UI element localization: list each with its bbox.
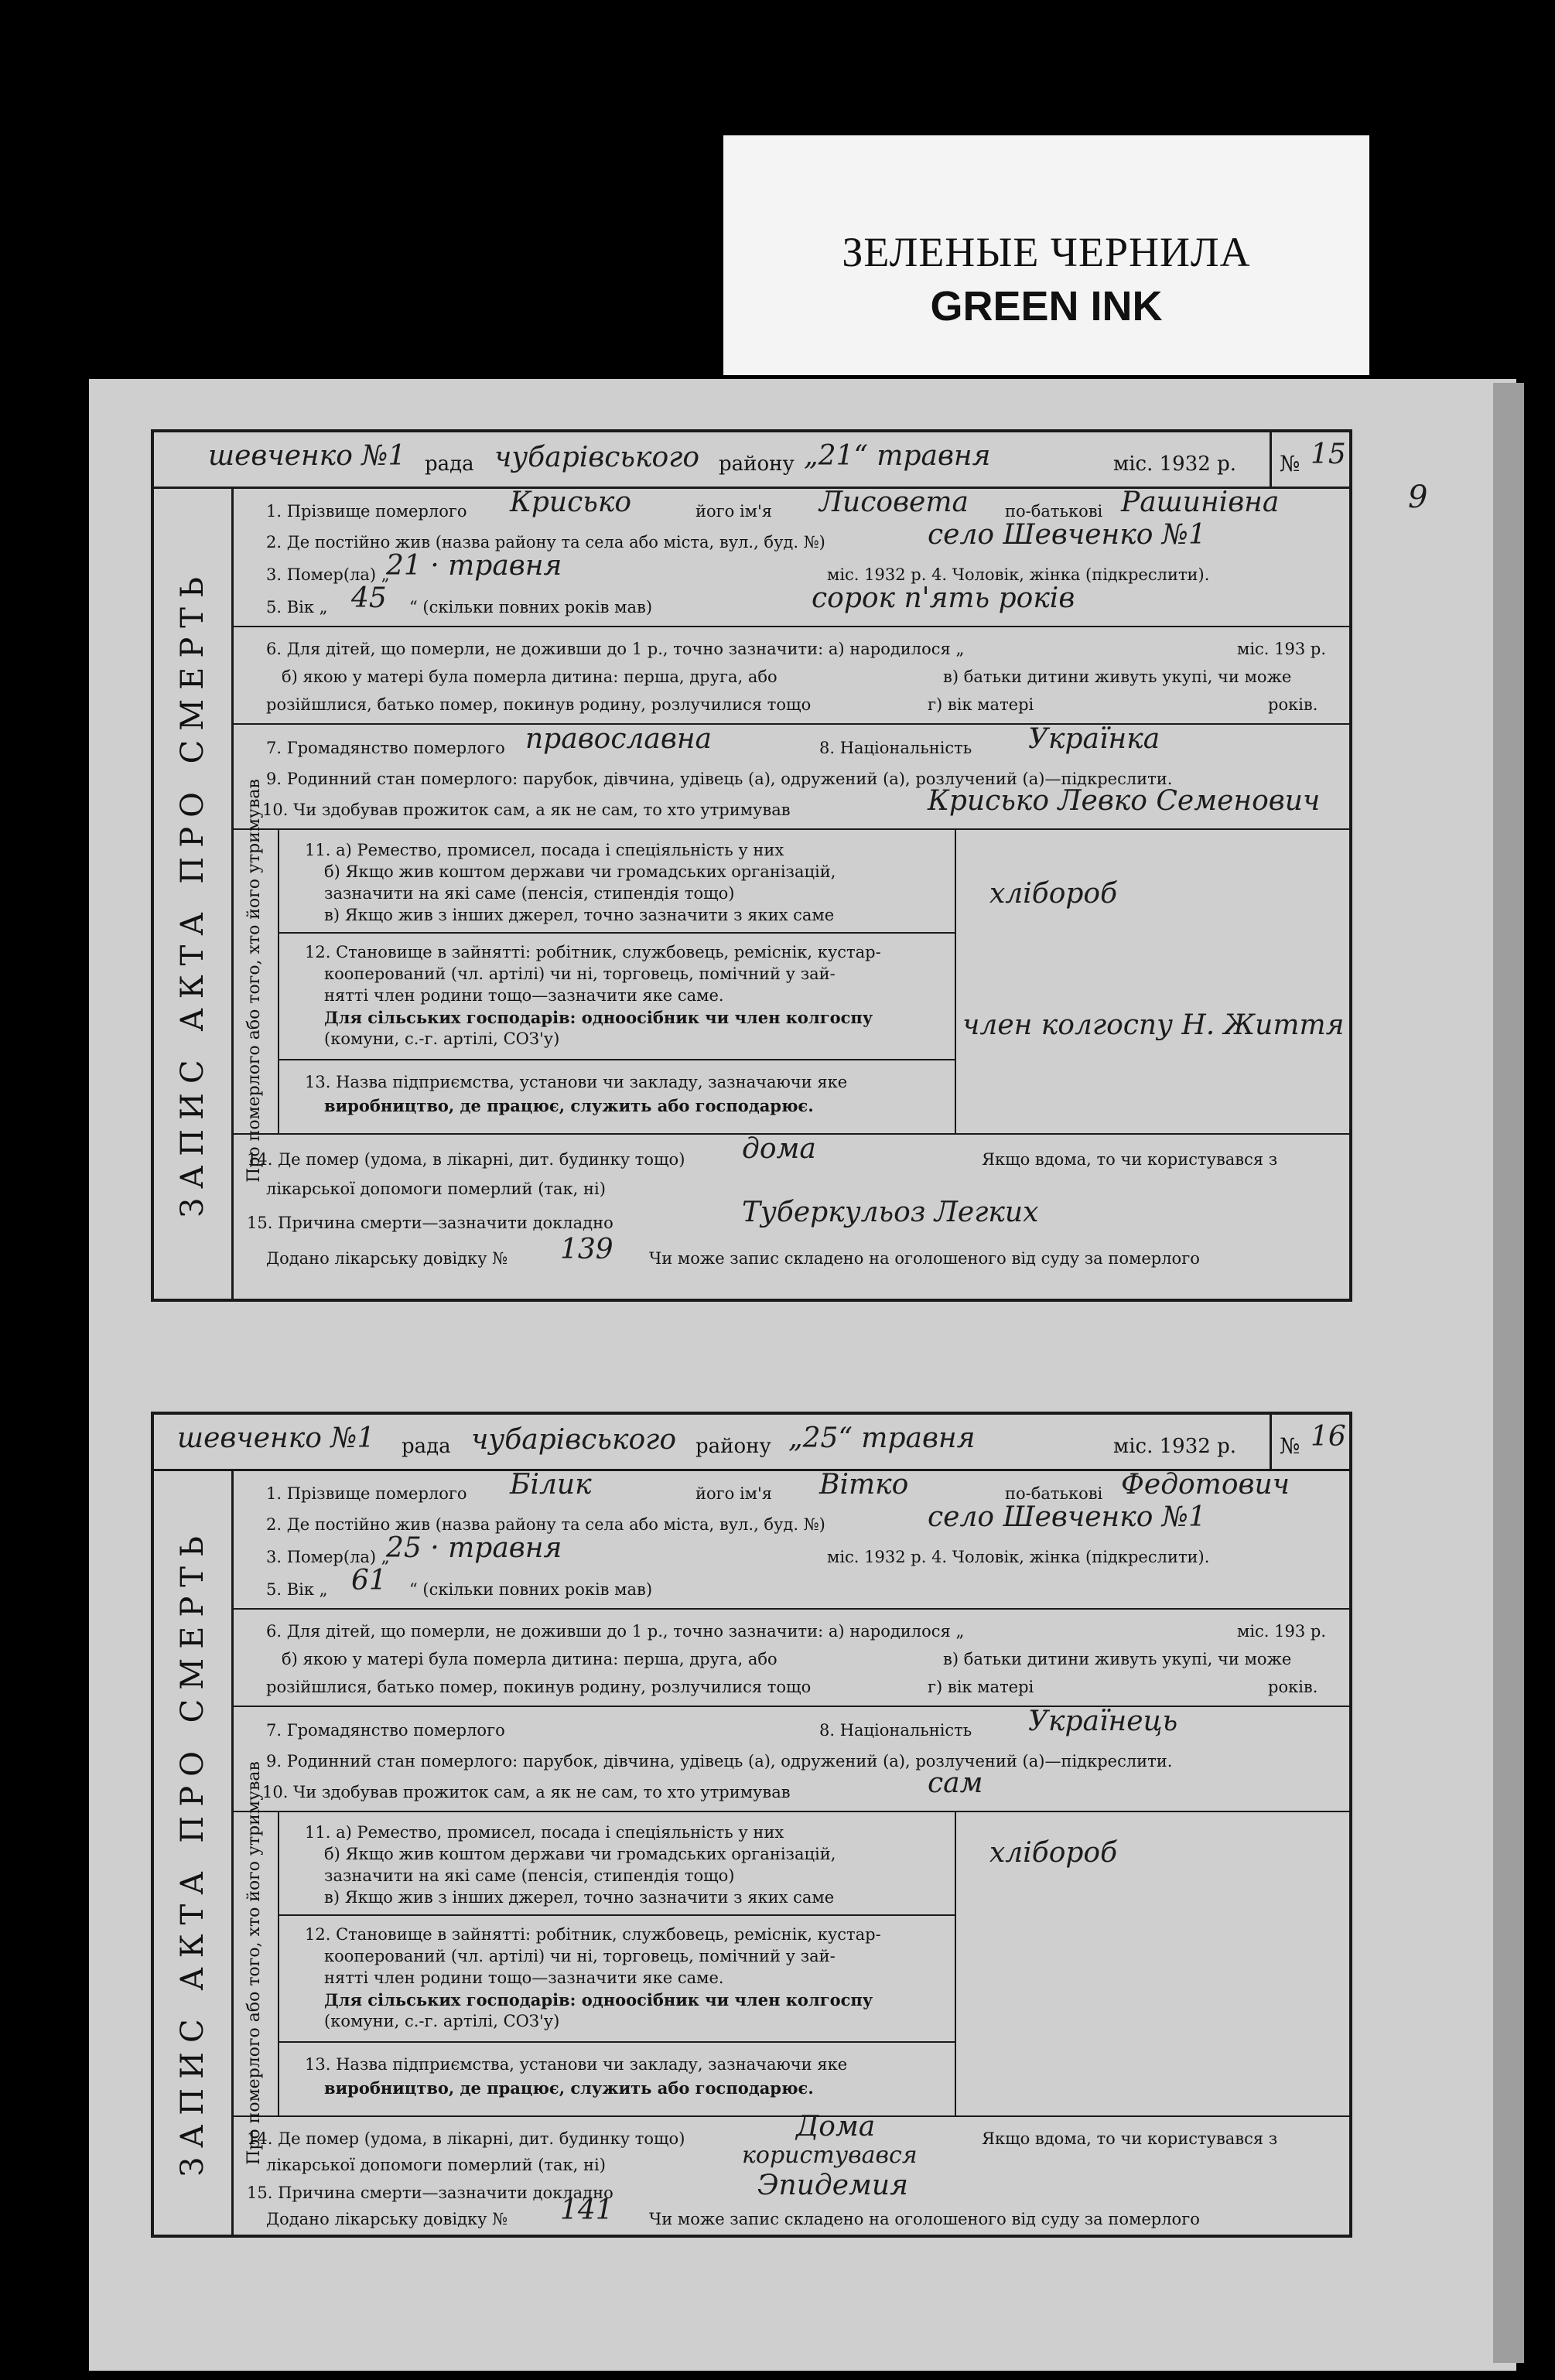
status-label-b: кооперований (чл. артілі) чи ні, торговець, помічний у зай- <box>324 1947 836 1965</box>
record-number-box <box>1270 1415 1349 1469</box>
status-label-d: Для сільських господарів: одноосібник чи член колгоспу <box>324 1990 873 2010</box>
age-words-value: сорок п'ять років <box>812 582 1075 614</box>
death-date-value: 21 · травня <box>386 550 562 582</box>
cause-label: 15. Причина смерти—зазначити докладно <box>247 2184 613 2202</box>
district-name: чубарівського <box>494 442 700 473</box>
status-label-c: нятті член родини тощо—зазначити яке саме. <box>324 1969 724 1987</box>
supporter-value: Крисько Левко Семенович <box>928 785 1321 817</box>
child-order-label: б) якою у матері була померла дитина: перша, друга, або <box>282 1650 778 1668</box>
mother-age-label: г) вік матері <box>928 695 1034 714</box>
status-label-a: 12. Становище в зайнятті: робітник, службовець, реміснік, кустар- <box>305 1925 881 1944</box>
supporter-value: сам <box>928 1767 983 1799</box>
patronymic-value: Рашинівна <box>1121 487 1280 518</box>
number-sign: № <box>1280 451 1300 476</box>
supporter-label: 10. Чи здобував прожиток сам, а як не сам, то хто утримував <box>262 801 791 819</box>
number-sign: № <box>1280 1433 1300 1459</box>
citizenship-value: православна <box>525 723 712 755</box>
cause-value: Эпидемия <box>757 2170 908 2201</box>
gender-label: міс. 1932 р. 4. Чоловік, жінка (підкреслити). <box>827 1548 1210 1566</box>
label-english: GREEN INK <box>930 283 1163 330</box>
certificate-label: Додано лікарську довідку № <box>266 1249 508 1268</box>
raion-label: району <box>695 1435 771 1458</box>
workplace-label-b: виробництво, де працює, служить або господарює. <box>324 1096 814 1115</box>
marital-label: 9. Родинний стан померлого: парубок, дівчина, удівець (а), одружений (а), розлучений (а)—підкреслити. <box>266 770 1173 788</box>
occupation-label-a: 11. а) Ремество, промисел, посада і спеціяльність у них <box>305 841 784 859</box>
label-russian: ЗЕЛЕНЫЕ ЧЕРНИЛА <box>842 229 1251 275</box>
death-date-label: 3. Помер(ла) „ <box>266 565 390 584</box>
years-label: років. <box>1268 695 1318 714</box>
occupation-label-b: б) Якщо жив коштом держави чи громадських організацій, <box>324 862 836 881</box>
record-header <box>154 1415 1349 1471</box>
patronymic-value: Федотович <box>1121 1469 1290 1501</box>
death-place-label: 14. Де помер (удома, в лікарні, дит. будинку тощо) <box>247 2129 685 2148</box>
status-label-e: (комуни, с.-г. артілі, СОЗ'у) <box>324 2012 560 2030</box>
nationality-label: 8. Національність <box>819 1721 972 1740</box>
nationality-value: Українка <box>1028 723 1160 755</box>
court-label: Чи може запис складено на оголошеного від суду за померлого <box>649 2210 1200 2228</box>
occupation-label-d: в) Якщо жив з інших джерел, точно зазначити з яких саме <box>324 1888 835 1907</box>
rada-label: рада <box>402 1435 451 1458</box>
patronymic-label: по-батькові <box>1005 502 1103 521</box>
parents-label: в) батьки дитини живуть укупі, чи може <box>943 668 1292 686</box>
infant-label: 6. Для дітей, що померли, не доживши до 1 р., точно зазначити: а) народилося „ <box>266 1622 965 1641</box>
years-label: років. <box>1268 1678 1318 1696</box>
name-label: його ім'я <box>695 502 773 521</box>
status-label-d: Для сільських господарів: одноосібник чи член колгоспу <box>324 1008 873 1027</box>
medical-help-label-2: лікарської допомоги померлий (так, ні) <box>266 2156 606 2174</box>
status-label-a: 12. Становище в зайнятті: робітник, службовець, реміснік, кустар- <box>305 943 881 961</box>
record-header <box>154 432 1349 489</box>
parents-status-label: розійшлися, батько помер, покинув родину, розлучилися тощо <box>266 695 812 714</box>
medical-help-label-2: лікарської допомоги померлий (так, ні) <box>266 1180 606 1198</box>
infant-month-label: міс. 193 р. <box>1237 640 1327 658</box>
supporter-label: 10. Чи здобував прожиток сам, а як не сам, то хто утримував <box>262 1783 791 1801</box>
month-year-label: міс. 1932 р. <box>1113 1435 1236 1458</box>
surname-value: Крисько <box>510 487 632 518</box>
mother-age-label: г) вік матері <box>928 1678 1034 1696</box>
green-ink-label <box>723 135 1369 375</box>
record-date: „25“ травня <box>788 1422 976 1454</box>
occupation-label-c: зазначити на які саме (пенсія, стипендія тощо) <box>324 884 735 903</box>
age-hint: “ (скільки повних років мав) <box>409 598 653 616</box>
residence-value: село Шевченко №1 <box>928 1501 1206 1533</box>
record-number-box <box>1270 432 1349 487</box>
district-name: чубарівського <box>471 1424 677 1456</box>
name-value: Вітко <box>819 1469 909 1501</box>
record-side-title: ЗАПИС АКТА ПРО СМЕРТЬ <box>154 487 234 1299</box>
surname-label: 1. Прізвище померлого <box>266 502 467 521</box>
death-place-value: Дома <box>796 2111 876 2143</box>
workplace-label-a: 13. Назва підприємства, установи чи закладу, зазначаючи яке <box>305 1073 848 1091</box>
citizenship-label: 7. Громадянство померлого <box>266 739 505 757</box>
status-value: член колгоспу Н. Життя <box>962 1009 1345 1041</box>
occupation-label-a: 11. а) Ремество, промисел, посада і спеціяльність у них <box>305 1823 784 1842</box>
village-name: шевченко №1 <box>208 440 406 472</box>
status-label-b: кооперований (чл. артілі) чи ні, торговець, помічний у зай- <box>324 965 836 983</box>
nationality-value: Українець <box>1028 1706 1178 1737</box>
death-date-value: 25 · травня <box>386 1532 562 1564</box>
parents-status-label: розійшлися, батько помер, покинув родину, розлучилися тощо <box>266 1678 812 1696</box>
citizenship-label: 7. Громадянство померлого <box>266 1721 505 1740</box>
raion-label: району <box>719 452 795 476</box>
sub-side-title: Про померлого або того, хто його утримував <box>231 828 279 1133</box>
month-year-label: міс. 1932 р. <box>1113 452 1236 476</box>
rada-label: рада <box>425 452 474 476</box>
infant-label: 6. Для дітей, що померли, не доживши до 1 р., точно зазначити: а) народилося „ <box>266 640 965 658</box>
age-label: 5. Вік „ <box>266 1580 328 1599</box>
status-label-c: нятті член родини тощо—зазначити яке саме. <box>324 986 724 1005</box>
cause-value: Туберкульоз Легких <box>742 1197 1039 1228</box>
record-number: 16 <box>1311 1421 1346 1453</box>
name-value: Лисовета <box>819 487 969 518</box>
sub-side-title: Про померлого або того, хто його утримував <box>231 1811 279 2115</box>
death-place-label: 14. Де помер (удома, в лікарні, дит. будинку тощо) <box>247 1150 685 1169</box>
sheet-edge <box>1493 383 1524 2363</box>
death-place-value: дома <box>742 1133 816 1165</box>
workplace-label-a: 13. Назва підприємства, установи чи закладу, зазначаючи яке <box>305 2055 848 2074</box>
status-label-e: (комуни, с.-г. артілі, СОЗ'у) <box>324 1030 560 1048</box>
gender-label: міс. 1932 р. 4. Чоловік, жінка (підкреслити). <box>827 565 1210 584</box>
marital-label: 9. Родинний стан померлого: парубок, дівчина, удівець (а), одружений (а), розлучений (а)—підкреслити. <box>266 1752 1173 1770</box>
name-label: його ім'я <box>695 1484 773 1503</box>
infant-month-label: міс. 193 р. <box>1237 1622 1327 1641</box>
occupation-label-c: зазначити на які саме (пенсія, стипендія тощо) <box>324 1866 735 1885</box>
death-record-1 <box>151 429 1352 1302</box>
residence-value: село Шевченко №1 <box>928 519 1206 551</box>
occupation-label-b: б) Якщо жив коштом держави чи громадських організацій, <box>324 1845 836 1863</box>
cause-label: 15. Причина смерти—зазначити докладно <box>247 1214 613 1232</box>
age-label: 5. Вік „ <box>266 598 328 616</box>
occupation-value: хлібороб <box>989 1837 1118 1869</box>
medical-help-label: Якщо вдома, то чи користувався з <box>982 1150 1278 1169</box>
certificate-label: Додано лікарську довідку № <box>266 2210 508 2228</box>
court-label: Чи може запис складено на оголошеного від суду за померлого <box>649 1249 1200 1268</box>
nationality-label: 8. Національність <box>819 739 972 757</box>
patronymic-label: по-батькові <box>1005 1484 1103 1503</box>
margin-mark: 9 <box>1408 480 1428 515</box>
surname-value: Білик <box>510 1469 592 1501</box>
age-value: 61 <box>351 1565 387 1596</box>
certificate-value: 141 <box>560 2194 613 2226</box>
parents-label: в) батьки дитини живуть укупі, чи може <box>943 1650 1292 1668</box>
residence-label: 2. Де постійно жив (назва району та села або міста, вул., буд. №) <box>266 1515 825 1534</box>
medical-help-label: Якщо вдома, то чи користувався з <box>982 2129 1278 2148</box>
age-value: 45 <box>351 582 387 614</box>
certificate-value: 139 <box>560 1234 613 1265</box>
death-date-label: 3. Помер(ла) „ <box>266 1548 390 1566</box>
residence-label: 2. Де постійно жив (назва району та села або міста, вул., буд. №) <box>266 533 825 551</box>
occupation-label-d: в) Якщо жив з інших джерел, точно зазначити з яких саме <box>324 906 835 924</box>
surname-label: 1. Прізвище померлого <box>266 1484 467 1503</box>
death-record-2 <box>151 1412 1352 2238</box>
medical-help-value: користувався <box>742 2142 918 2169</box>
child-order-label: б) якою у матері була померла дитина: перша, друга, або <box>282 668 778 686</box>
age-hint: “ (скільки повних років мав) <box>409 1580 653 1599</box>
record-date: „21“ травня <box>804 440 991 472</box>
village-name: шевченко №1 <box>177 1422 375 1454</box>
occupation-value: хлібороб <box>989 878 1118 910</box>
record-number: 15 <box>1311 439 1346 470</box>
record-side-title: ЗАПИС АКТА ПРО СМЕРТЬ <box>154 1469 234 2235</box>
workplace-label-b: виробництво, де працює, служить або господарює. <box>324 2078 814 2098</box>
